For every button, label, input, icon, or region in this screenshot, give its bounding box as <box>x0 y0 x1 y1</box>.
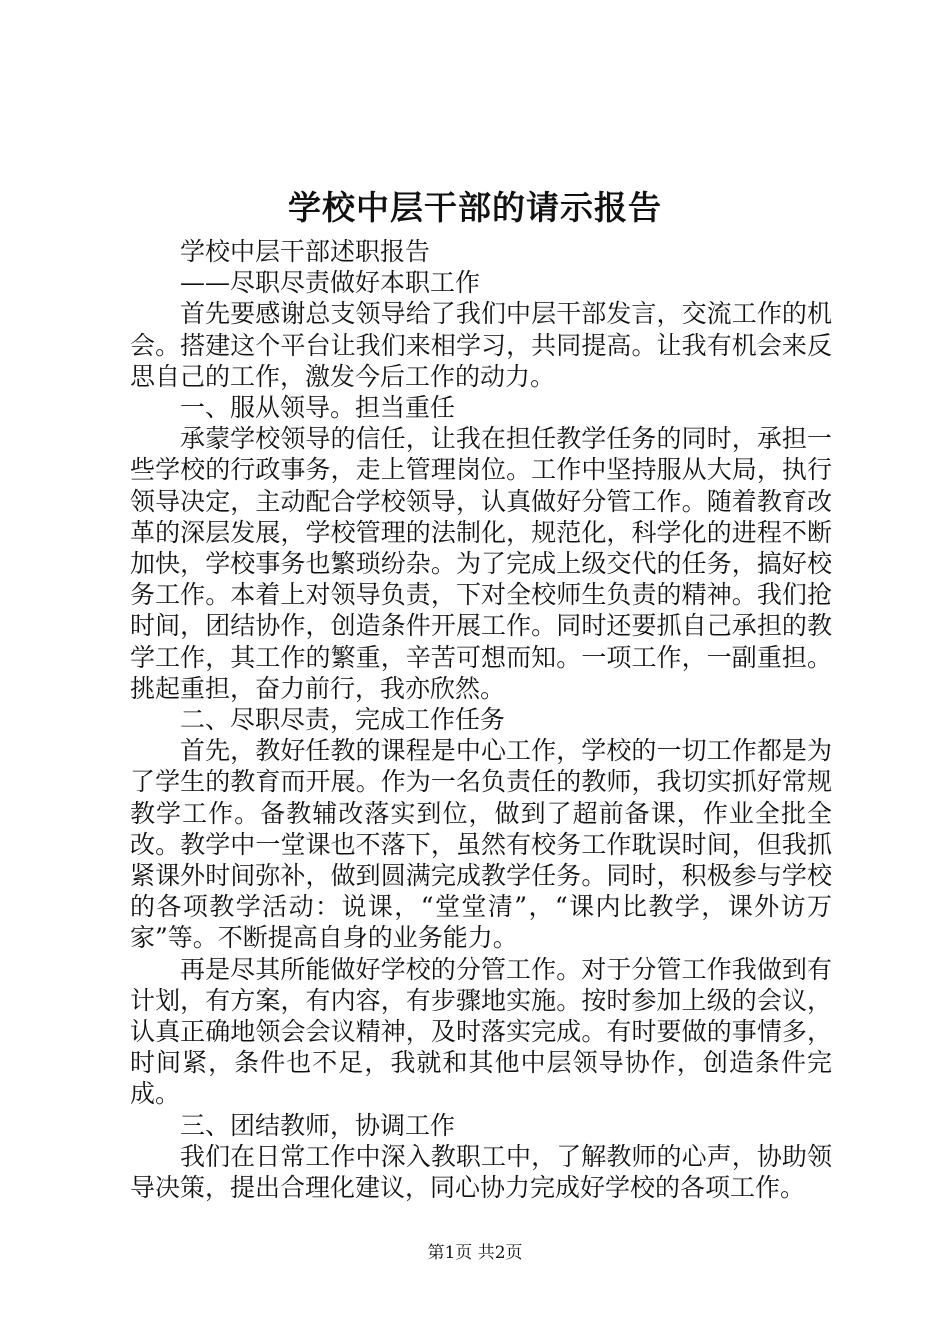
page-number-footer: 第1页 共2页 <box>427 1243 523 1263</box>
paragraph-intro: 首先要感谢总支领导给了我们中层干部发言，交流工作的机会。搭建这个平台让我们来相学习，共同提高。让我有机会来反思自己的工作，激发今后工作的动力。 <box>130 299 832 391</box>
paragraph-section-2a: 首先，教好任教的课程是中心工作，学校的一切工作都是为了学生的教育而开展。作为一名负责任的教师，我切实抓好常规教学工作。备教辅改落实到位，做到了超前备课，作业全批全改。教学中一堂课也不落下，虽然有校务工作耽误时间，但我抓紧课外时间弥补，做到圆满完成教学任务。同时，积极参与学校的各项教学活动：说课，“堂堂清”，“课内比教学，课外访万家”等。不断提高自身的业务能力。 <box>130 736 832 953</box>
paragraph-section-1: 承蒙学校领导的信任，让我在担任教学任务的同时，承担一些学校的行政事务，走上管理岗位。工作中坚持服从大局，执行领导决定，主动配合学校领导，认真做好分管工作。随着教育改革的深层发展，学校管理的法制化，规范化，科学化的进程不断加快，学校事务也繁琐纷杂。为了完成上级交代的任务，搞好校务工作。本着上对领导负责，下对全校师生负责的精神。我们抢时间，团结协作，创造条件开展工作。同时还要抓自己承担的教学工作，其工作的繁重，辛苦可想而知。一项工作，一副重担。挑起重担，奋力前行，我亦欣然。 <box>130 424 832 703</box>
paragraph-subtitle: 学校中层干部述职报告 <box>180 237 431 266</box>
section-heading-3: 三、团结教师，协调工作 <box>180 1110 456 1140</box>
paragraph-tagline: ——尽职尽责做好本职工作 <box>180 268 481 298</box>
document-body <box>130 236 832 1203</box>
document-title: 学校中层干部的请示报告 <box>288 188 662 227</box>
paragraph-section-3: 我们在日常工作中深入教职工中，了解教师的心声，协助领导决策，提出合理化建议，同心协力完成好学校的各项工作。 <box>130 1141 832 1203</box>
section-heading-1: 一、服从领导。担当重任 <box>180 393 456 423</box>
section-heading-2: 二、尽职尽责，完成工作任务 <box>180 705 506 735</box>
paragraph-section-2b: 再是尽其所能做好学校的分管工作。对于分管工作我做到有计划，有方案，有内容，有步骤地实施。按时参加上级的会议，认真正确地领会会议精神，及时落实完成。有时要做的事情多，时间紧，条件也不足，我就和其他中层领导协作，创造条件完成。 <box>130 954 832 1109</box>
